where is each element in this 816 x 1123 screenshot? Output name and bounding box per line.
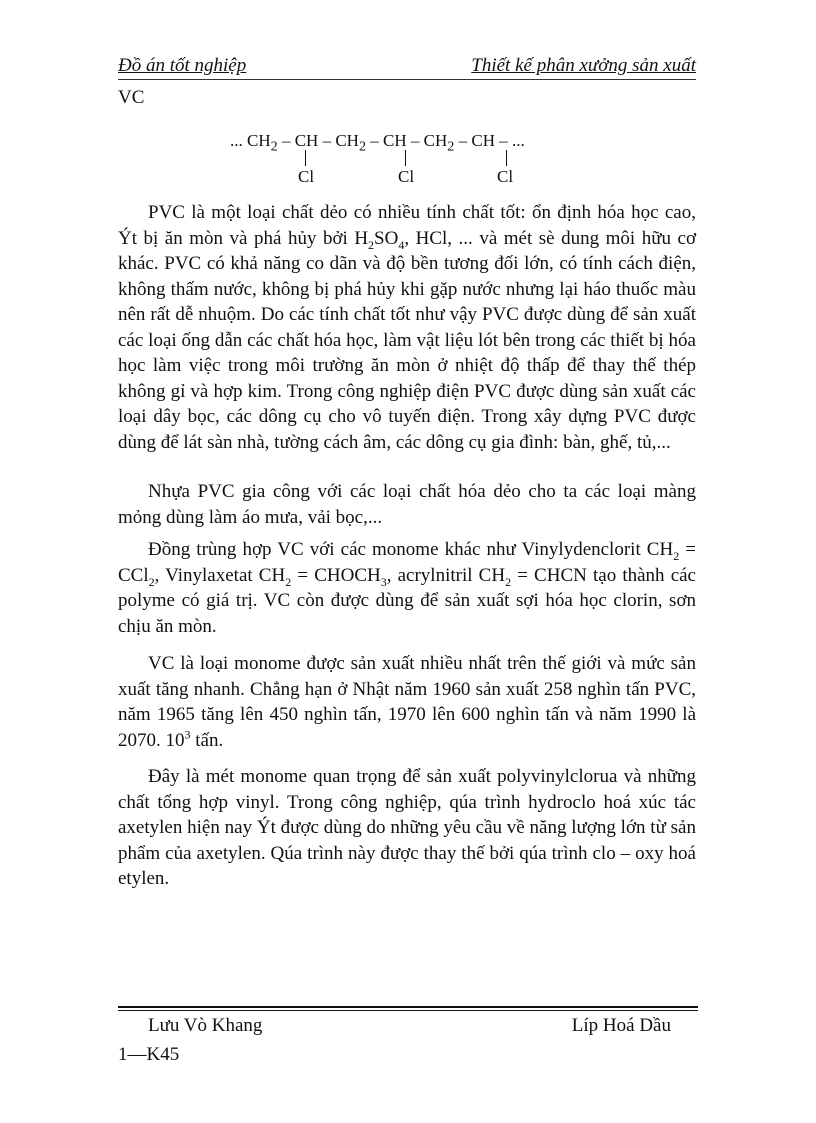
formula-subscript: 2 bbox=[358, 138, 367, 155]
formula-chain-part: – bbox=[366, 131, 384, 150]
paragraph-5: Đây là mét monome quan trọng để sản xuất polyvinylclorua và những chất tổng hợp vinyl. Trong công nghiệp, qúa trình hydroclo hoá xúc tác axetylen hiện nay Ýt được dùng do những yêu cầu về năng lượng lớn từ sản phẩm của axetylen. Qúa trình này được thay thế bởi qúa trình clo – oxy hoá etylen. bbox=[118, 766, 696, 889]
footer-code: 1—K45 bbox=[118, 1044, 180, 1065]
footer-divider-thin bbox=[118, 1010, 698, 1011]
paragraph-3-text: = CHOCH bbox=[291, 564, 381, 586]
footer-divider bbox=[118, 1006, 698, 1008]
subscript: 2 bbox=[148, 574, 155, 589]
subscript: 4 bbox=[398, 237, 405, 252]
paragraph-3-text: Đồng trùng hợp VC với các monome khác như Vinylydenclorit CH bbox=[148, 539, 674, 560]
formula-chain-part: – ... bbox=[494, 131, 525, 150]
paragraph-1-text: , HCl, ... và mét sè dung môi hữu cơ khác. PVC có khả năng co dãn và độ bền tương đối lớn, có tính cách điện, không thấm nước, không bị phá hủy khi gặp nước nhưng lại háo thuốc màu nên rất dễ nhuộm. Do các tính chất tốt như vậy PVC được dùng để sản xuất các loại ống dẫn các chất hóa học, làm vật liệu lót bên trong các thiết bị hóa học làm việc trong môi trường ăn mòn ở nhiệt độ thấp để thay thế thép không gỉ và hợp kim. Trong công nghiệp điện PVC được dùng sản xuất các loại dây bọc, các dông cụ cho vô tuyến điện. Trong xây dựng PVC được dùng để lát sàn nhà, tường cách âm, các dông cụ gia đình: bàn, ghế, tủ,... bbox=[118, 227, 697, 453]
formula-chain-part: – bbox=[454, 131, 472, 150]
subscript: 2 bbox=[505, 574, 512, 589]
formula-ch-2: CH bbox=[383, 131, 407, 150]
paragraph-4 bbox=[118, 651, 696, 753]
subscript: 3 bbox=[380, 574, 387, 589]
paragraph-3-text: = CHCN tạo thành các polyme có giá trị. VC còn được dùng để sản xuất sợi hóa học clorin, sơn chịu ăn mòn. bbox=[118, 564, 696, 637]
formula-ch-3: CH bbox=[471, 131, 495, 150]
formula-substituent-cl: Cl bbox=[398, 167, 415, 186]
formula-bond-2 bbox=[405, 150, 406, 166]
footer-author: Lưu Vò Khang bbox=[148, 1015, 263, 1036]
paragraph-1-text: PVC là một loại chất dẻo có nhiều tính chất tốt: ổn định hóa học cao, Ýt bị ăn mòn và phá hủy bởi H bbox=[118, 202, 696, 249]
formula-subscript: 2 bbox=[270, 138, 278, 155]
formula-substituent-cl: Cl bbox=[298, 167, 315, 186]
formula-ch-1: CH bbox=[294, 131, 319, 150]
pvc-structural-formula bbox=[230, 131, 525, 155]
formula-subscript: 2 bbox=[447, 138, 455, 155]
superscript: 3 bbox=[184, 727, 191, 742]
paragraph-3-text: , Vinylaxetat CH bbox=[154, 564, 286, 586]
formula-chain-part: – bbox=[277, 131, 295, 150]
page-title: VC bbox=[118, 87, 145, 108]
formula-bond-3 bbox=[506, 150, 507, 166]
formula-chain-part: ... CH bbox=[230, 131, 271, 150]
formula-bond-1 bbox=[305, 150, 306, 166]
subscript: 2 bbox=[285, 574, 292, 589]
paragraph-1-text: SO bbox=[374, 227, 399, 249]
header-left: Đồ án tốt nghiệp bbox=[118, 55, 247, 76]
paragraph-2: Nhựa PVC gia công với các loại chất hóa dẻo cho ta các loại màng mỏng dùng làm áo mưa, vải bọc,... bbox=[118, 481, 696, 528]
formula-chain-part: – CH bbox=[406, 131, 448, 150]
subscript: 2 bbox=[673, 548, 680, 563]
paragraph-3-text: = CCl bbox=[118, 539, 696, 586]
paragraph-1 bbox=[118, 200, 696, 455]
formula-chain-part: – CH bbox=[318, 131, 359, 150]
subscript: 2 bbox=[368, 237, 375, 252]
header-divider bbox=[118, 79, 696, 80]
footer-class: Líp Hoá Dầu bbox=[571, 1015, 671, 1036]
paragraph-3 bbox=[118, 537, 696, 639]
formula-substituent-cl: Cl bbox=[497, 167, 514, 186]
paragraph-4-text: tấn. bbox=[190, 729, 224, 751]
paragraph-3-text: , acrylnitril CH bbox=[386, 564, 506, 586]
paragraph-4-text: VC là loại monome được sản xuất nhiều nhất trên thế giới và mức sản xuất tăng nhanh. Chẳng hạn ở Nhật năm 1960 sản xuất 258 nghìn tấn PVC, năm 1965 tăng lên 450 nghìn tấn, 1970 lên 600 nghìn tấn và năm 1990 là 2070. 10 bbox=[118, 653, 696, 751]
header-right: Thiết kế phân xưởng sản xuất bbox=[471, 55, 696, 76]
